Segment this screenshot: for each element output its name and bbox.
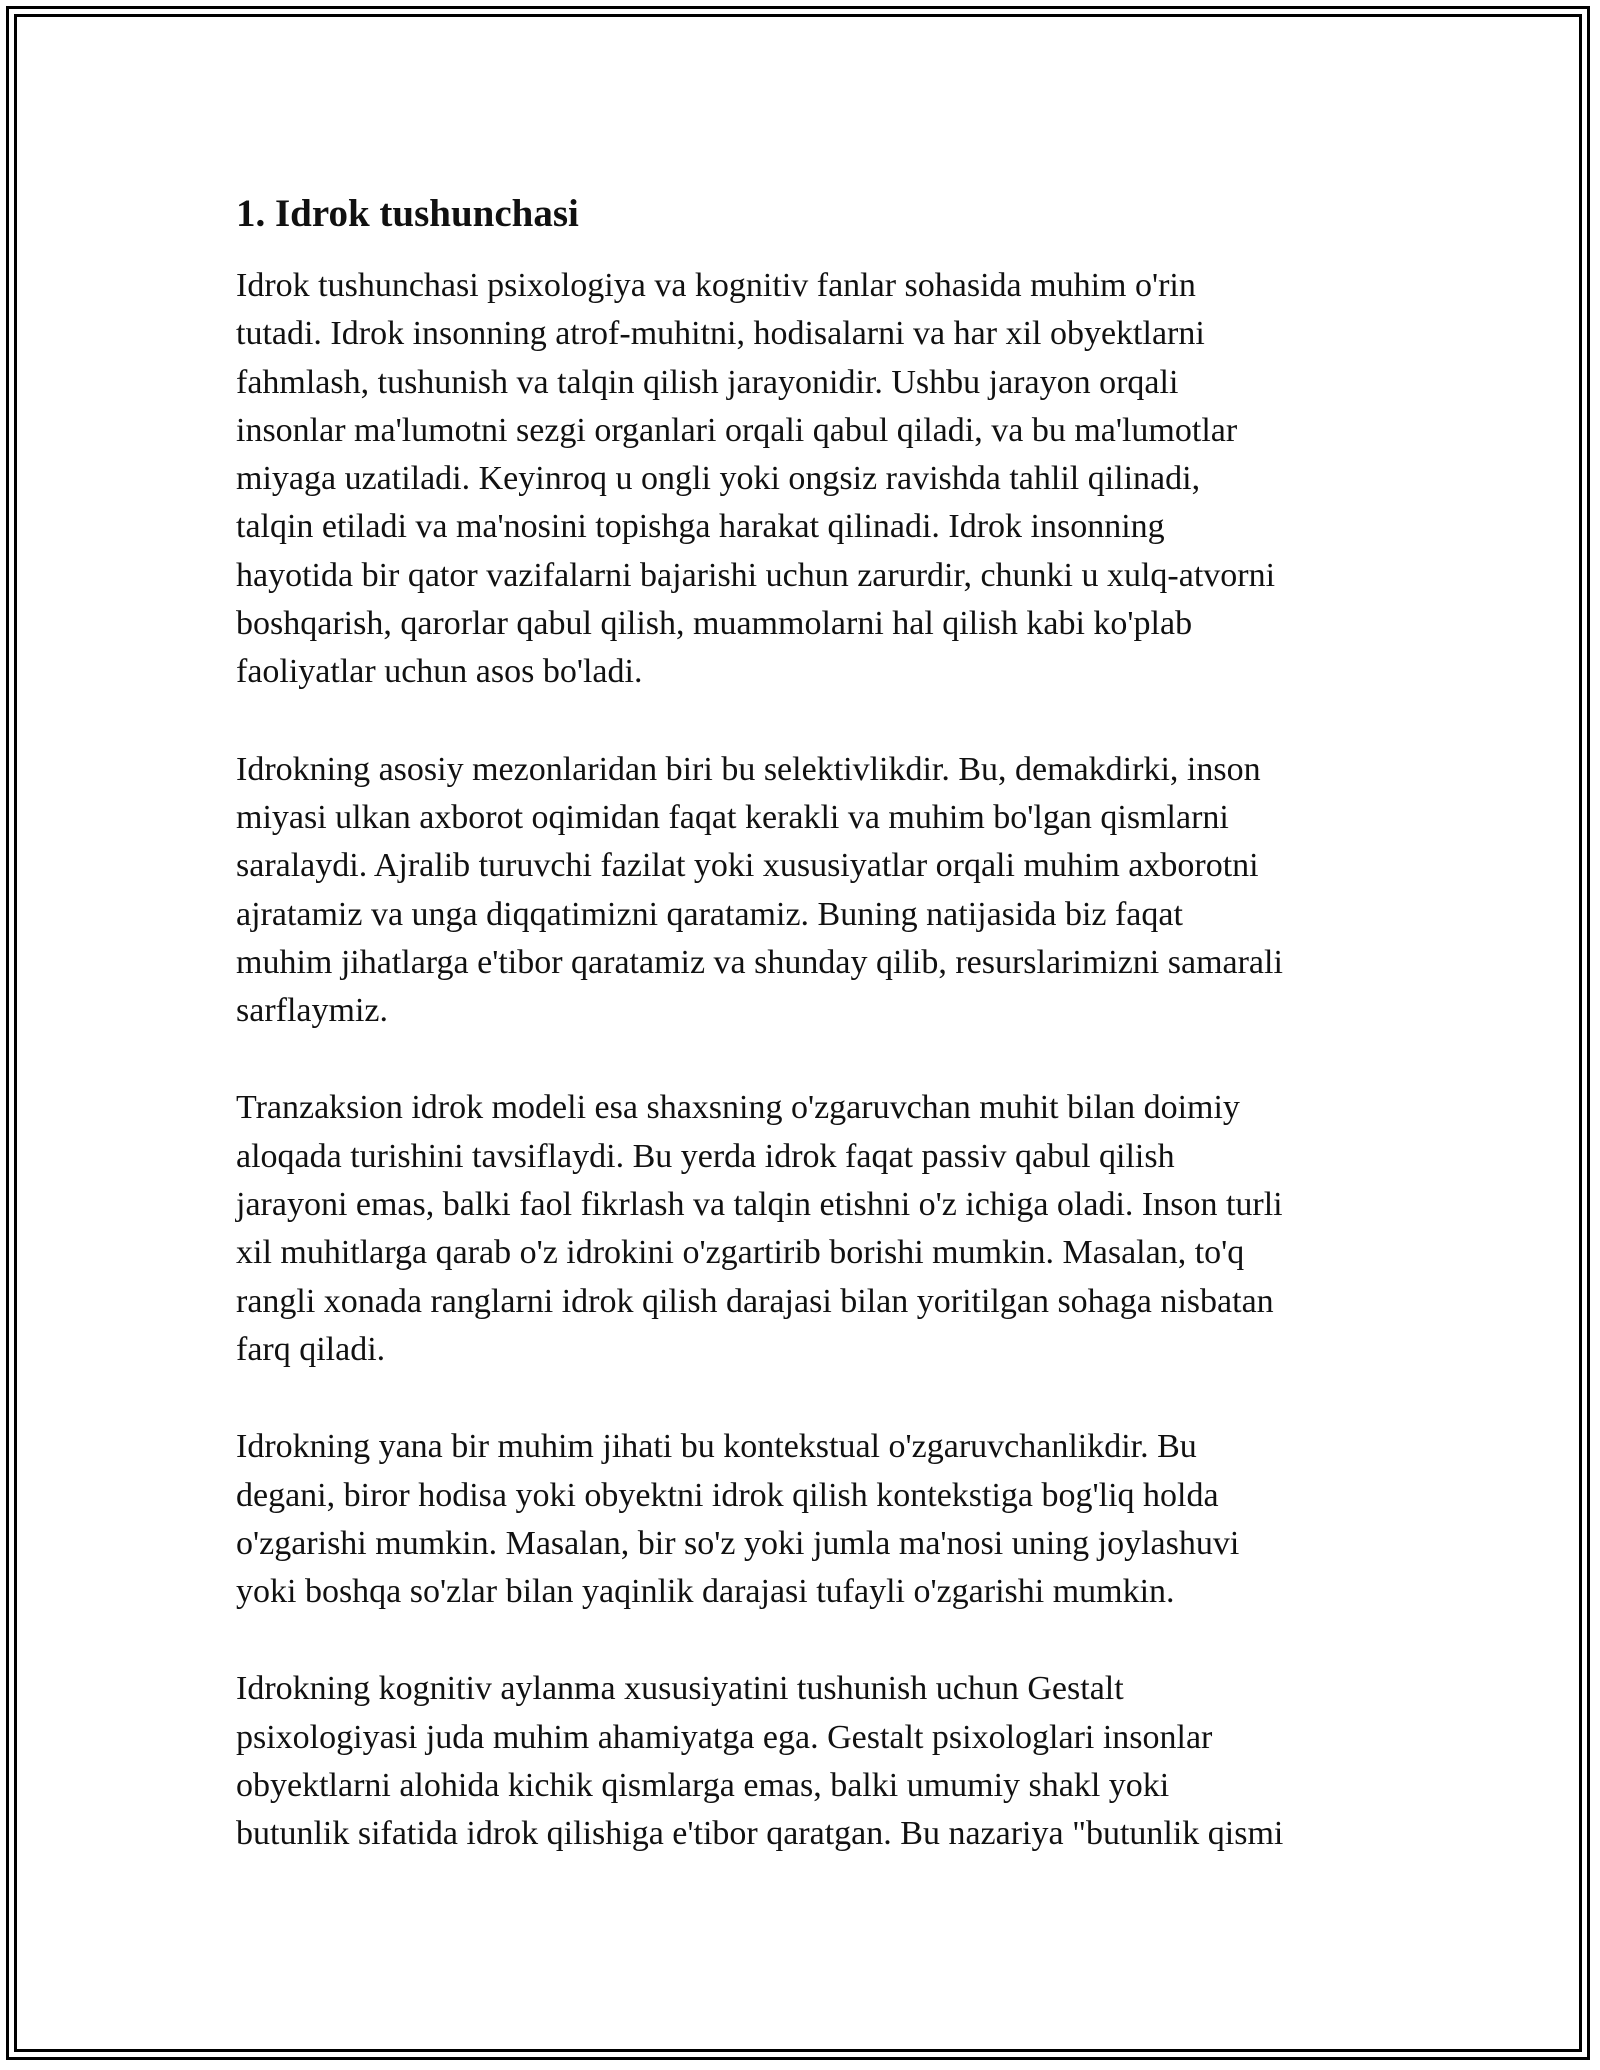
text-line: butunlik sifatida idrok qilishiga e'tibor qaratgan. Bu nazariya "butunlik qismi: [236, 1815, 1284, 1853]
text-line: miyaga uzatiladi. Keyinroq u ongli yoki ongsiz ravishda tahlil qilinadi,: [236, 460, 1201, 498]
paragraph-2: [236, 746, 1370, 1036]
text-line: miyasi ulkan axborot oqimidan faqat kerakli va muhim bo'lgan qismlarni: [236, 798, 1229, 836]
text-line: rangli xonada ranglarni idrok qilish darajasi bilan yoritilgan sohaga nisbatan: [236, 1282, 1274, 1320]
paragraph-list: [236, 262, 1370, 1859]
text-line: yoki boshqa so'zlar bilan yaqinlik darajasi tufayli o'zgarishi mumkin.: [236, 1573, 1175, 1611]
text-line: degani, biror hodisa yoki obyektni idrok qilish kontekstiga bog'liq holda: [236, 1476, 1219, 1514]
text-line: aloqada turishini tavsiflaydi. Bu yerda idrok faqat passiv qabul qilish: [236, 1137, 1175, 1175]
document-body: [236, 186, 1370, 1908]
paragraph-3: [236, 1084, 1370, 1374]
text-line: muhim jihatlarga e'tibor qaratamiz va shunday qilib, resurslarimizni samarali: [236, 943, 1283, 981]
text-line: talqin etiladi va ma'nosini topishga harakat qilinadi. Idrok insonning: [236, 508, 1165, 546]
paragraph-4: [236, 1423, 1370, 1616]
text-line: fahmlash, tushunish va talqin qilish jarayonidir. Ushbu jarayon orqali: [236, 363, 1179, 401]
text-line: insonlar ma'lumotni sezgi organlari orqali qabul qiladi, va bu ma'lumotlar: [236, 411, 1238, 449]
text-line: saralaydi. Ajralib turuvchi fazilat yoki xususiyatlar orqali muhim axborotni: [236, 847, 1259, 885]
text-line: hayotida bir qator vazifalarni bajarishi uchun zarurdir, chunki u xulq-atvorni: [236, 556, 1276, 594]
text-line: ajratamiz va unga diqqatimizni qaratamiz. Buning natijasida biz faqat: [236, 895, 1183, 933]
text-line: xil muhitlarga qarab o'z idrokini o'zgartirib borishi mumkin. Masalan, to'q: [236, 1234, 1245, 1272]
text-line: boshqarish, qarorlar qabul qilish, muammolarni hal qilish kabi ko'plab: [236, 605, 1193, 643]
paragraph-1: [236, 262, 1370, 697]
text-line: Idrokning kognitiv aylanma xususiyatini tushunish uchun Gestalt: [236, 1670, 1124, 1708]
text-line: Tranzaksion idrok modeli esa shaxsning o'zgaruvchan muhit bilan doimiy: [236, 1089, 1240, 1127]
section-heading: 1. Idrok tushunchasi: [236, 192, 579, 235]
text-line: tutadi. Idrok insonning atrof-muhitni, hodisalarni va har xil obyektlarni: [236, 315, 1205, 353]
text-line: farq qiladi.: [236, 1330, 386, 1368]
text-line: faoliyatlar uchun asos bo'ladi.: [236, 653, 643, 691]
text-line: Idrokning asosiy mezonlaridan biri bu selektivlikdir. Bu, demakdirki, inson: [236, 750, 1261, 788]
text-line: jarayoni emas, balki faol fikrlash va talqin etishni o'z ichiga oladi. Inson turli: [236, 1186, 1283, 1224]
text-line: Idrokning yana bir muhim jihati bu kontekstual o'zgaruvchanlikdir. Bu: [236, 1428, 1197, 1466]
paragraph-5: [236, 1665, 1370, 1858]
text-line: obyektlarni alohida kichik qismlarga emas, balki umumiy shakl yoki: [236, 1767, 1170, 1805]
text-line: sarflaymiz.: [236, 992, 388, 1030]
text-line: psixologiyasi juda muhim ahamiyatga ega. Gestalt psixologlari insonlar: [236, 1718, 1213, 1756]
text-line: o'zgarishi mumkin. Masalan, bir so'z yoki jumla ma'nosi uning joylashuvi: [236, 1524, 1240, 1562]
text-line: Idrok tushunchasi psixologiya va kognitiv fanlar sohasida muhim o'rin: [236, 267, 1196, 304]
